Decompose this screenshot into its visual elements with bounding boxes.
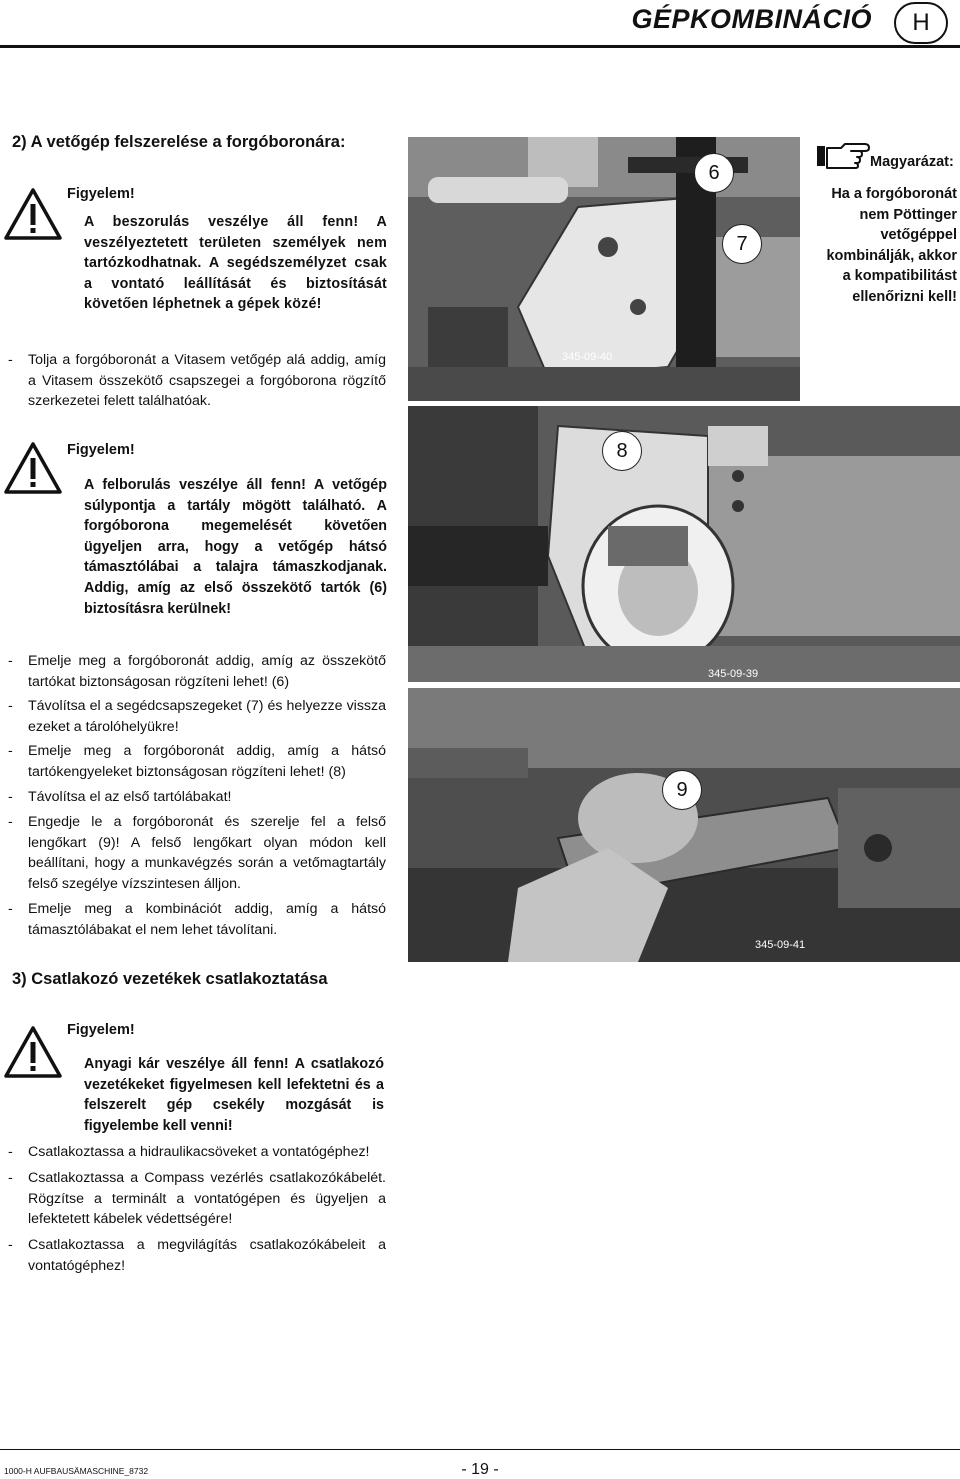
step-push-harrow: - Tolja a forgóboronát a Vitasem vetőgép alá addig, amíg a Vitasem összekötő csapszegei a forgóborona rögzítő szerkezetei felett találhatóak. [8, 352, 386, 410]
photo-top-link [408, 688, 960, 962]
photo-code: 345-09-40 [562, 351, 613, 363]
list-item: - Távolítsa el az első tartólábakat! [8, 789, 232, 805]
section-2-title: 2) A vetőgép felszerelése a forgóboronára: [12, 133, 346, 151]
list-item-text: Emelje meg a forgóboronát addig, amíg a hátsó tartókengyeleket biztonságosan rögzíteni lehet! (8) [28, 743, 386, 780]
warning-3-text: Anyagi kár veszélye áll fenn! A csatlakozó vezetékeket figyelmesen kell lefektetni és a felszerelt gép csekély mozgását is figyelembe kell venni! [84, 1056, 384, 1134]
language-badge: H [894, 2, 948, 44]
page-header-title: GÉPKOMBINÁCIÓ [631, 4, 872, 34]
list-item-text: Távolítsa el a segédcsapszegeket (7) és helyezze vissza ezeket a tárolóhelyükre! [28, 698, 386, 735]
list-item-text: Csatlakoztassa a Compass vezérlés csatlakozókábelét. Rögzítse a terminált a vontatógépen és ügyeljen a lefektetett kábelek védettségére! [28, 1170, 386, 1228]
warning-triangle-icon [2, 1024, 64, 1082]
warning-1-text: A beszorulás veszélye áll fenn! A veszélyeztetett területen személyek nem tartózkodhatnak. A segédszemélyzet csak a vontató leállítását és biztosítását követően léphetnek a gépek közé! [84, 214, 387, 313]
warning-triangle-icon [2, 440, 64, 498]
page-number: - 19 - [461, 1461, 499, 1478]
section-3-title: 3) Csatlakozó vezetékek csatlakoztatása [12, 970, 328, 988]
photo-code: 345-09-39 [708, 668, 759, 680]
list-item-text: Emelje meg a kombinációt addig, amíg a hátsó támasztólábakat el nem lehet távolítani. [28, 901, 386, 938]
warning-3-heading: Figyelem! [67, 1022, 135, 1038]
list-item-text: Engedje le a forgóboronát és szerelje fel a felső lengőkart (9)! A felső lengőkart olyan módon kell beállítani, hogy a munkavégzés során a vetőmagtartály felső szegélye vízszintesen álljon. [28, 814, 386, 892]
callout-8: 8 [602, 431, 642, 471]
list-item: - Emelje meg a kombinációt addig, amíg a hátsó támasztólábakat el nem lehet távolítani. [8, 901, 386, 938]
photo-rear-brackets [408, 406, 960, 682]
footer-doc-code: 1000-H AUFBAUSÄMASCHINE_8732 [4, 1466, 149, 1476]
callout-6: 6 [694, 153, 734, 193]
list-item: - Csatlakoztassa a megvilágítás csatlakozókábeleit a vontatógéphez! [8, 1237, 386, 1274]
list-item: - Emelje meg a forgóboronát addig, amíg a hátsó tartókengyeleket biztonságosan rögzíteni lehet! (8) [8, 743, 386, 780]
note-text: Ha a forgóboronát nem Pöttinger vetőgéppel kombinálják, akkor a kompatibilitást ellenőrizni kell! [826, 186, 957, 305]
list-item: - Engedje le a forgóboronát és szerelje fel a felső lengőkart (9)! A felső lengőkart olyan módon kell beállítani, hogy a munkavégzés során a vetőmagtartály felső szegélye vízszintesen álljon. [8, 814, 386, 892]
list-item-text: Csatlakoztassa a hidraulikacsöveket a vontatógéphez! [28, 1144, 370, 1160]
warning-1-heading: Figyelem! [67, 186, 135, 202]
note-heading: Magyarázat: [870, 154, 954, 170]
photo-front-couplers [408, 137, 800, 401]
warning-triangle-icon [2, 186, 64, 244]
warning-2-heading: Figyelem! [67, 442, 135, 458]
pointing-hand-icon [815, 140, 871, 172]
list-item-text: Távolítsa el az első tartólábakat! [28, 789, 232, 805]
step-push-harrow-text: Tolja a forgóboronát a Vitasem vetőgép alá addig, amíg a Vitasem összekötő csapszegei a forgóborona rögzítő szerkezetei felett találhatóak. [28, 352, 386, 410]
list-item: - Távolítsa el a segédcsapszegeket (7) és helyezze vissza ezeket a tárolóhelyükre! [8, 698, 386, 735]
list-item-text: Csatlakoztassa a megvilágítás csatlakozókábeleit a vontatógéphez! [28, 1237, 386, 1274]
callout-9: 9 [662, 770, 702, 810]
header-divider [0, 45, 960, 48]
list-item: - Csatlakoztassa a Compass vezérlés csatlakozókábelét. Rögzítse a terminált a vontatógépen és ügyeljen a lefektetett kábelek védettségére! [8, 1170, 386, 1228]
warning-2-text: A felborulás veszélye áll fenn! A vetőgép súlypontja a tartály mögött található. A forgóborona megemelését követően ügyeljen arra, hogy a vetőgép hátsó támasztólábai a talajra támaszkodjanak. Addig, amíg az első összekötő tartók (6) biztosításra kerülnek! [84, 477, 387, 617]
callout-7: 7 [722, 224, 762, 264]
photo-code: 345-09-41 [755, 939, 806, 951]
footer-divider [0, 1449, 960, 1450]
list-item: - Emelje meg a forgóboronát addig, amíg az összekötő tartókat biztonságosan rögzíteni lehet! (6) [8, 653, 386, 690]
list-item: - Csatlakoztassa a hidraulikacsöveket a vontatógéphez! [8, 1144, 370, 1160]
list-item-text: Emelje meg a forgóboronát addig, amíg az összekötő tartókat biztonságosan rögzíteni lehet! (6) [28, 653, 386, 690]
